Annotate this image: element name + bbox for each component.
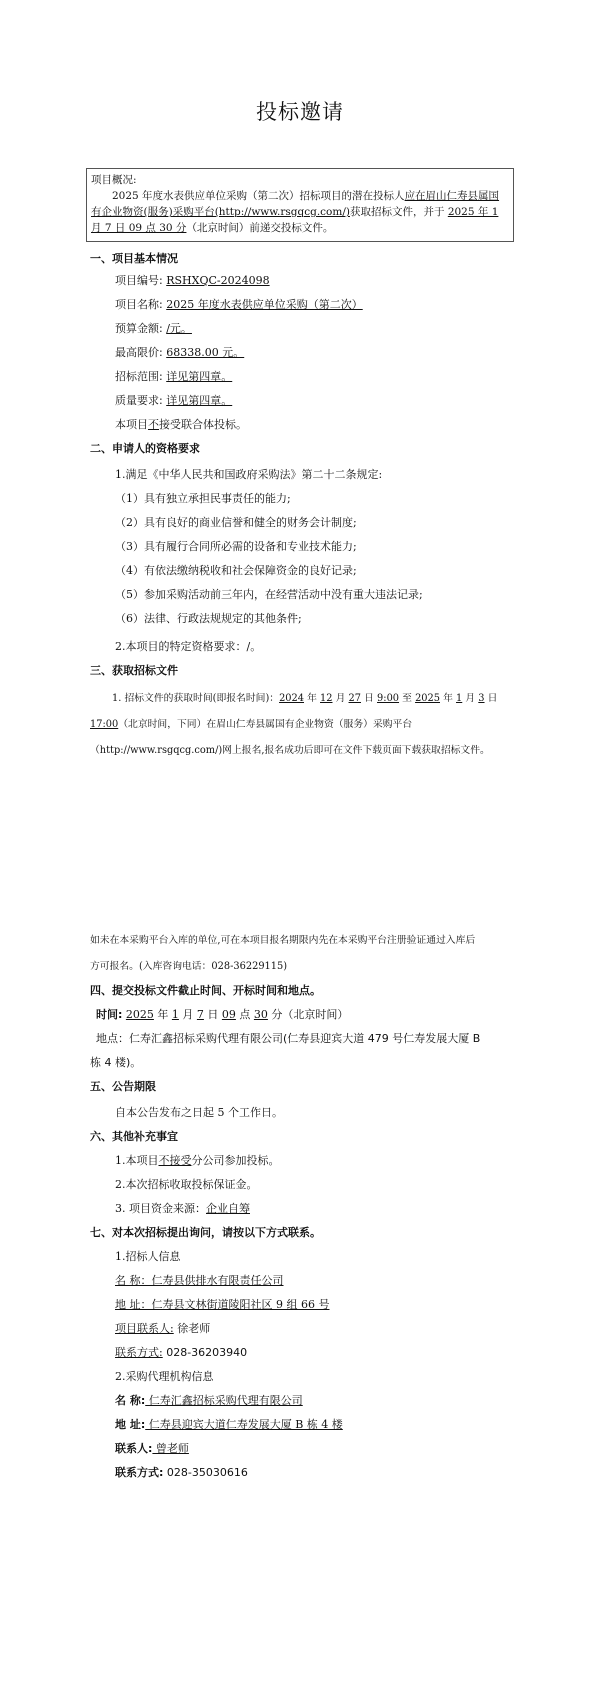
budget-amount: 预算金额: /元。 xyxy=(115,322,192,335)
registration-time-line2: 17:00（北京时间，下同）在眉山仁寿县属国有企业物资（服务）采购平台 xyxy=(90,719,413,730)
tenderer-address: 地 址：仁寿县文林街道陵阳社区 9 组 66 号 xyxy=(115,1298,330,1311)
registration-time-line1: 1. 招标文件的获取时间(即报名时间)：2024 年 12 月 27 日 9:00 至 2025 年 1 月 3 日 xyxy=(112,693,498,704)
qualification-item: （4）有依法缴纳税收和社会保障资金的良好记录; xyxy=(115,564,357,577)
tender-scope: 招标范围: 详见第四章。 xyxy=(115,370,233,383)
page-title: 投标邀请 xyxy=(256,100,344,124)
section-3-heading: 三、获取招标文件 xyxy=(90,664,178,677)
qualification-item: （1）具有独立承担民事责任的能力; xyxy=(115,492,291,505)
section-7-heading: 七、对本次招标提出询问，请按以下方式联系。 xyxy=(90,1226,321,1239)
tenderer-name: 名 称：仁寿县供排水有限责任公司 xyxy=(115,1274,284,1287)
agency-contact: 联系人: 曾老师 xyxy=(115,1442,189,1455)
project-overview-box xyxy=(86,168,514,242)
section-1-heading: 一、项目基本情况 xyxy=(90,252,178,265)
agency-title: 2.采购代理机构信息 xyxy=(115,1370,214,1383)
overview-text: 2025 年度水表供应单位采购（第二次）招标项目的潜在投标人应在眉山仁寿县属国有企业物资(服务)采购平台(http://www.rsgqcg.com/)获取招标文件，并于 2025 年 1 月 7 日 09 点 30 分（北京时间）前递交投标文件。 xyxy=(91,190,500,234)
supplement-item-2: 2.本次招标收取投标保证金。 xyxy=(115,1178,258,1191)
deadline-place-line2: 栋 4 楼)。 xyxy=(90,1056,142,1069)
tenderer-phone: 联系方式: 028-36203940 xyxy=(115,1346,248,1359)
tenderer-title: 1.招标人信息 xyxy=(115,1250,181,1263)
qualification-item: （6）法律、行政法规规定的其他条件; xyxy=(115,612,302,625)
project-number: 项目编号: RSHXQC-2024098 xyxy=(115,274,270,287)
tenderer-contact: 项目联系人: 徐老师 xyxy=(115,1322,211,1335)
section-5-heading: 五、公告期限 xyxy=(90,1080,156,1093)
max-price: 最高限价: 68338.00 元。 xyxy=(115,346,245,359)
quality-requirement: 质量要求: 详见第四章。 xyxy=(115,394,233,407)
agency-phone: 联系方式: 028-35030616 xyxy=(115,1466,248,1479)
qualification-item: （3）具有履行合同所必需的设备和专业技术能力; xyxy=(115,540,357,553)
consortium-note: 本项目不接受联合体投标。 xyxy=(115,418,247,431)
registration-url-line: （http://www.rsgqcg.com/)网上报名,报名成功后即可在文件下载页面下载获取招标文件。 xyxy=(90,745,490,756)
section-6-heading: 六、其他补充事宜 xyxy=(90,1130,178,1143)
qualification-item: （2）具有良好的商业信誉和健全的财务会计制度; xyxy=(115,516,357,529)
supplement-item-3: 3. 项目资金来源：企业自筹 xyxy=(115,1202,250,1215)
qualification-item: （5）参加采购活动前三年内，在经营活动中没有重大违法记录; xyxy=(115,588,423,601)
project-name: 项目名称: 2025 年度水表供应单位采购（第二次） xyxy=(115,298,363,311)
qualification-intro: 1.满足《中华人民共和国政府采购法》第二十二条规定: xyxy=(115,468,383,481)
supplement-item-1: 1.本项目不接受分公司参加投标。 xyxy=(115,1154,280,1167)
registration-note-line2: 方可报名。(入库咨询电话：028-36229115) xyxy=(90,961,288,972)
overview-label: 项目概况: xyxy=(91,174,137,186)
specific-qualification: 2.本项目的特定资格要求：/。 xyxy=(115,640,262,653)
deadline-time: 时间: 2025 年 1 月 7 日 09 点 30 分（北京时间） xyxy=(96,1008,349,1021)
section-2-heading: 二、申请人的资格要求 xyxy=(90,442,200,455)
agency-name: 名 称: 仁寿汇鑫招标采购代理有限公司 xyxy=(115,1394,303,1407)
announcement-period: 自本公告发布之日起 5 个工作日。 xyxy=(115,1106,283,1119)
registration-note-line1: 如未在本采购平台入库的单位,可在本项目报名期限内先在本采购平台注册验证通过入库后 xyxy=(90,935,476,946)
deadline-place-line1: 地点：仁寿汇鑫招标采购代理有限公司(仁寿县迎宾大道 479 号仁寿发展大厦 B xyxy=(96,1032,481,1045)
section-4-heading: 四、提交投标文件截止时间、开标时间和地点。 xyxy=(90,984,321,997)
agency-address: 地 址: 仁寿县迎宾大道仁寿发展大厦 B 栋 4 楼 xyxy=(115,1418,343,1431)
